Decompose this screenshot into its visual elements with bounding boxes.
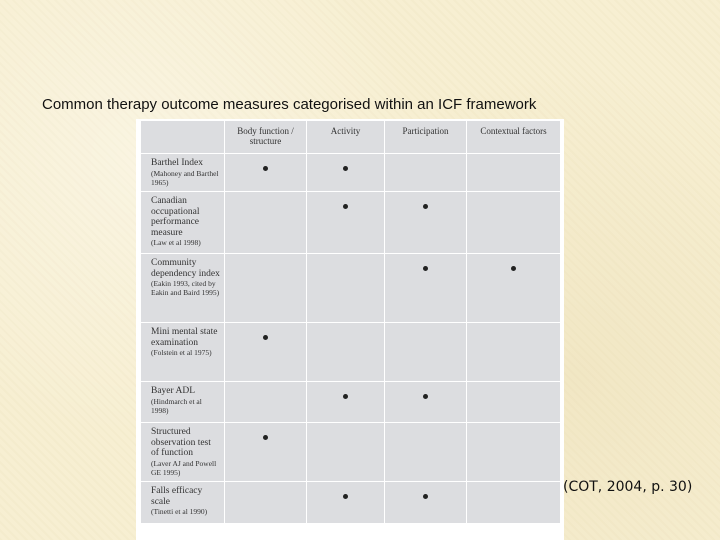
- marker-dot: [423, 394, 428, 399]
- measure-citation: (Mahoney and Barthel 1965): [151, 168, 219, 187]
- cell-body-function: [225, 323, 307, 382]
- measure-name: Barthel Index: [151, 158, 203, 168]
- cell-participation: [385, 382, 467, 423]
- measure-citation: (Tinetti et al 1990): [151, 507, 208, 516]
- cell-participation: [385, 323, 467, 382]
- source-citation: (COT, 2004, p. 30): [563, 479, 693, 495]
- measure-citation: (Laver AJ and Powell GE 1995): [151, 458, 217, 477]
- measure-name: Community dependency index: [151, 258, 220, 279]
- cell-body-function: [225, 154, 307, 192]
- icf-outcome-table: [140, 120, 561, 524]
- column-header-contextual-factors: Contextual factors: [467, 121, 561, 154]
- marker-dot: [263, 435, 268, 440]
- cell-contextual: [467, 323, 561, 382]
- cell-contextual: [467, 423, 561, 482]
- measure-name: Canadian occupational performance measure: [151, 196, 200, 238]
- cell-activity: [307, 423, 385, 482]
- cell-body-function: [225, 254, 307, 323]
- column-header-participation: Participation: [385, 121, 467, 154]
- measure-cell: [141, 382, 225, 423]
- marker-dot: [423, 494, 428, 499]
- column-header-activity: Activity: [307, 121, 385, 154]
- marker-dot: [423, 204, 428, 209]
- marker-dot: [343, 494, 348, 499]
- cell-participation: [385, 482, 467, 524]
- table-row: [141, 254, 561, 323]
- measure-citation: (Eakin 1993, cited by Eakin and Baird 1995): [151, 279, 220, 297]
- cell-participation: [385, 423, 467, 482]
- table-row: [141, 154, 561, 192]
- cell-participation: [385, 254, 467, 323]
- measure-name: Falls efficacy scale: [151, 486, 203, 507]
- marker-dot: [423, 266, 428, 271]
- cell-activity: [307, 254, 385, 323]
- cell-body-function: [225, 482, 307, 524]
- table-row: [141, 382, 561, 423]
- cell-contextual: [467, 382, 561, 423]
- marker-dot: [343, 394, 348, 399]
- measure-cell: [141, 192, 225, 254]
- slide-title: Common therapy outcome measures categorised within an ICF framework: [42, 96, 537, 113]
- measure-cell: [141, 423, 225, 482]
- table-row: [141, 482, 561, 524]
- measure-citation: (Law et al 1998): [151, 238, 201, 247]
- measure-cell: [141, 154, 225, 192]
- cell-activity: [307, 192, 385, 254]
- table-header-row: [141, 121, 561, 154]
- cell-activity: [307, 482, 385, 524]
- cell-activity: [307, 154, 385, 192]
- marker-dot: [343, 204, 348, 209]
- marker-dot: [263, 335, 268, 340]
- measure-citation: (Hindmarch et al 1998): [151, 396, 202, 415]
- measure-cell: [141, 323, 225, 382]
- cell-contextual: [467, 192, 561, 254]
- cell-contextual: [467, 254, 561, 323]
- cell-participation: [385, 192, 467, 254]
- table-row: [141, 323, 561, 382]
- column-header-measure: [141, 121, 225, 154]
- measure-citation: (Folstein et al 1975): [151, 348, 212, 357]
- table-row: [141, 423, 561, 482]
- marker-dot: [511, 266, 516, 271]
- measure-cell: [141, 254, 225, 323]
- column-header-body-function: Body function / structure: [225, 121, 307, 154]
- measure-cell: [141, 482, 225, 524]
- cell-contextual: [467, 154, 561, 192]
- marker-dot: [263, 166, 268, 171]
- cell-activity: [307, 323, 385, 382]
- table-image-panel: [136, 119, 564, 540]
- cell-activity: [307, 382, 385, 423]
- measure-name: Structured observation test of function: [151, 427, 211, 458]
- measure-name: Bayer ADL: [151, 386, 196, 396]
- cell-participation: [385, 154, 467, 192]
- measure-name: Mini mental state examination: [151, 327, 218, 348]
- cell-body-function: [225, 192, 307, 254]
- cell-body-function: [225, 423, 307, 482]
- cell-contextual: [467, 482, 561, 524]
- marker-dot: [343, 166, 348, 171]
- table-row: [141, 192, 561, 254]
- cell-body-function: [225, 382, 307, 423]
